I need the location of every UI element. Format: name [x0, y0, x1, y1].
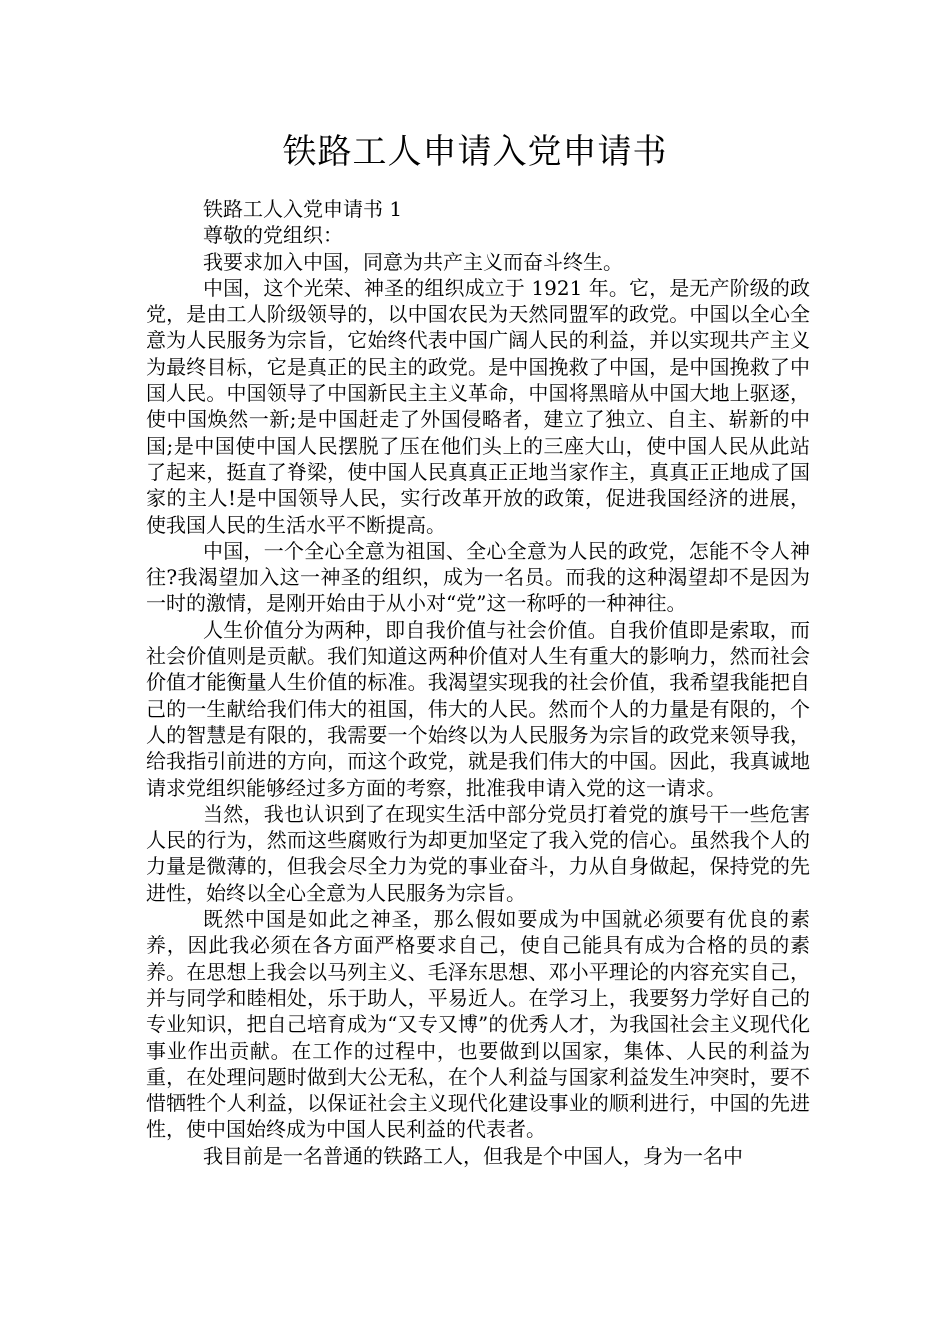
document-body	[146, 196, 810, 1169]
paragraph-salutation: 尊敬的党组织：	[203, 223, 343, 248]
paragraph: 我目前是一名普通的铁路工人，但我是个中国人，身为一名中	[203, 1143, 743, 1168]
paragraph: 中国，一个全心全意为祖国、全心全意为人民的政党，怎能不令人神往?我渴望加入这一神圣的组织，成为一名员。而我的这种渴望却不是因为一时的激情，是刚开始由于从小对“党”这一称呼的一种神往。	[146, 538, 810, 616]
paragraph: 既然中国是如此之神圣，那么假如要成为中国就必须要有优良的素养，因此我必须在各方面严格要求自己，使自己能具有成为合格的员的素养。在思想上我会以马列主义、毛泽东思想、邓小平理论的内容充实自己，并与同学和睦相处，乐于助人，平易近人。在学习上，我要努力学好自己的专业知识，把自己培育成为“又专又博”的优秀人才，为我国社会主义现代化事业作出贡献。在工作的过程中，也要做到以国家，集体、人民的利益为重，在处理问题时做到大公无私，在个人利益与国家利益发生冲突时，要不惜牺牲个人利益，以保证社会主义现代化建设事业的顺利进行，中国的先进性，使中国始终成为中国人民利益的代表者。	[146, 907, 810, 1142]
paragraph: 当然，我也认识到了在现实生活中部分党员打着党的旗号干一些危害人民的行为，然而这些腐败行为却更加坚定了我入党的信心。虽然我个人的力量是微薄的，但我会尽全力为党的事业奋斗，力从自身做起，保持党的先进性，始终以全心全意为人民服务为宗旨。	[146, 801, 810, 905]
paragraph: 中国，这个光荣、神圣的组织成立于 1921 年。它，是无产阶级的政党，是由工人阶级领导的，以中国农民为天然同盟军的政党。中国以全心全意为人民服务为宗旨，它始终代表中国广阔人民的利益，并以实现共产主义为最终目标，它是真正的民主的政党。是中国挽救了中国，是中国挽救了中国人民。中国领导了中国新民主主义革命，中国将黑暗从中国大地上驱逐，使中国焕然一新;是中国赶走了外国侵略者，建立了独立、自主、崭新的中国;是中国使中国人民摆脱了压在他们头上的三座大山，使中国人民从此站了起来，挺直了脊梁，使中国人民真真正正地当家作主，真真正正地成了国家的主人!是中国领导人民，实行改革开放的政策，促进我国经济的进展，使我国人民的生活水平不断提高。	[146, 275, 810, 537]
paragraph-opening: 我要求加入中国，同意为共产主义而奋斗终生。	[203, 249, 623, 274]
paragraph-subtitle: 铁路工人入党申请书 1	[203, 197, 403, 221]
document-title: 铁路工人申请入党申请书	[282, 132, 668, 172]
paragraph: 人生价值分为两种，即自我价值与社会价值。自我价值即是索取，而社会价值则是贡献。我们知道这两种价值对人生有重大的影响力，然而社会价值才能衡量人生价值的标准。我渴望实现我的社会价值，我希望我能把自己的一生献给我们伟大的祖国，伟大的人民。然而个人的力量是有限的，个人的智慧是有限的，我需要一个始终以为人民服务为宗旨的政党来领导我，给我指引前进的方向，而这个政党，就是我们伟大的中国。因此，我真诚地请求党组织能够经过多方面的考察，批准我申请入党的这一请求。	[146, 617, 810, 800]
